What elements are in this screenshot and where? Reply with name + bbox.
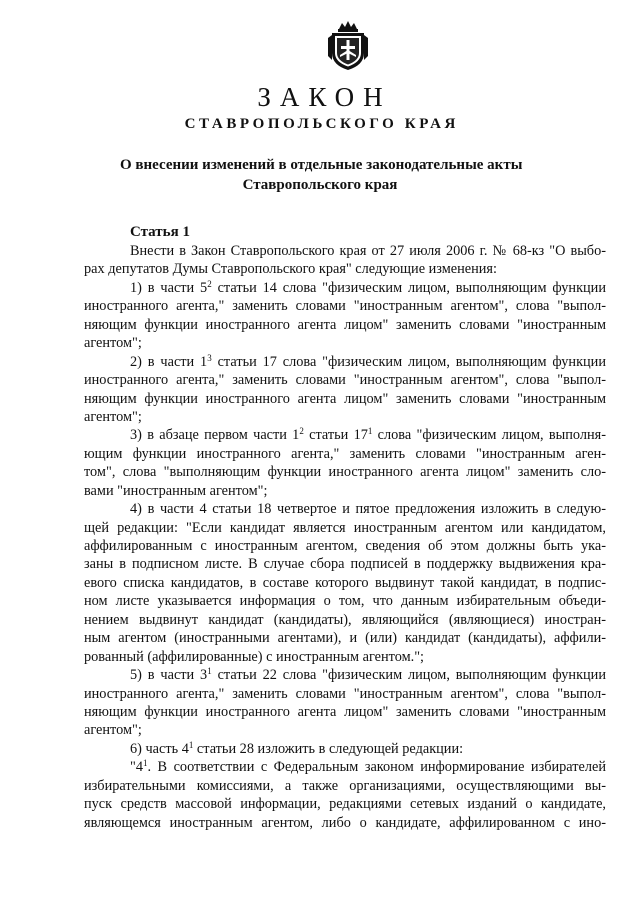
superscript: 1	[143, 758, 148, 769]
article-line: нением выдвинут кандидат (кандидаты), являющийся (являющиеся) иностран-	[84, 611, 606, 628]
line-text: 5) в части 3	[130, 667, 208, 684]
article-line: рах депутатов Думы Ставропольского края" следующие изменения:	[84, 261, 497, 278]
article-line	[84, 353, 606, 371]
article-line: агентом";	[84, 335, 142, 352]
article-line: ющим функции иностранного агента," заменить словами "иностранным аген-	[84, 445, 606, 462]
article-body	[84, 242, 606, 832]
line-text: статьи 14 слова "физическим лицом, выполняющим функции	[211, 279, 606, 296]
article-line: ным агентом (иностранными агентами), и (или) кандидат (кандидаты), аффили-	[84, 630, 606, 647]
article-line	[84, 740, 606, 758]
line-text: 1) в части 5	[130, 279, 208, 296]
line-text: 3) в абзаце первом части 1	[130, 427, 300, 444]
line-text: статьи 22 слова "физическим лицом, выполняющим функции	[211, 667, 606, 684]
law-heading: ЗАКОН	[257, 82, 392, 112]
article-line: иностранного агента," заменить словами "иностранным агентом", слова "выпол-	[84, 372, 606, 389]
line-text: статьи 28 изложить в следующей редакции:	[193, 740, 464, 757]
article-line	[84, 426, 606, 444]
article-line	[84, 758, 606, 776]
superscript: 3	[207, 352, 212, 363]
superscript: 2	[207, 278, 212, 289]
article-line: иностранного агента," заменить словами "иностранным агентом", слова "выпол-	[84, 685, 606, 702]
article-line: избирательными комиссиями, а также организациями, осуществляющими вы-	[84, 777, 606, 794]
article-line: агентом";	[84, 722, 142, 739]
article-line: Внести в Закон Ставропольского края от 27 июля 2006 г. № 68-кз "О выбо-	[130, 243, 606, 259]
title-line: Ставропольского края	[242, 177, 398, 193]
article-line: евого списка кандидатов, в составе которого выдвинут такой кандидат, в подпис-	[84, 574, 606, 591]
line-text: "4	[130, 759, 143, 776]
superscript: 2	[299, 426, 304, 437]
line-text: статьи 17 слова "физическим лицом, выполняющим функции	[211, 353, 606, 370]
article-line: заны в подписном листе. В случае сбора подписей в поддержку выдвижения кра-	[84, 556, 606, 573]
coat-of-arms-icon	[326, 20, 370, 72]
article-line: пуск средств массовой информации, редакциями сетевых изданий о кандидате,	[84, 796, 606, 813]
article-line: являющемся иностранным агентом, либо о кандидате, аффилированном с ино-	[84, 814, 606, 831]
article-line: няющим функции иностранного агента лицом" заменить словами "иностранным	[84, 703, 606, 720]
article-line: аффилированным с иностранным агентом, сведения об этом должны быть ука-	[84, 538, 606, 554]
article-line: няющим функции иностранного агента лицом" заменить словами "иностранным	[84, 316, 606, 333]
title-line: О внесении изменений в отдельные законодательные акты	[120, 157, 523, 173]
article-line: ном листе указывается информация о том, что данным избирательным объеди-	[84, 593, 606, 610]
article-heading: Статья 1	[130, 224, 190, 240]
article-line	[84, 666, 606, 684]
document-title	[120, 155, 523, 195]
article-line: няющим функции иностранного агента лицом" заменить словами "иностранным	[84, 390, 606, 407]
article-line: том", слова "выполняющим функции иностранного агента лицом" заменить сло-	[84, 464, 606, 481]
superscript: 1	[367, 426, 373, 437]
article-line: агентом";	[84, 408, 142, 425]
article-line	[84, 279, 606, 297]
line-text: статьи 17	[303, 427, 368, 444]
region-heading: СТАВРОПОЛЬСКОГО КРАЯ	[184, 116, 459, 132]
line-text: 2) в части 1	[130, 353, 208, 370]
superscript: 1	[188, 739, 194, 750]
superscript: 1	[207, 666, 212, 677]
article-line: иностранного агента," заменить словами "иностранным агентом", слова "выпол-	[84, 298, 606, 315]
line-text: слова "физическим лицом, выполня-	[372, 427, 606, 444]
article-line: щей редакции: "Если кандидат является иностранным агентом или кандидатом,	[84, 519, 606, 536]
line-text: 6) часть 4	[130, 740, 189, 757]
article-line: рованный (аффилированные) с иностранным агентом.";	[84, 648, 425, 665]
article-line: вами "иностранным агентом";	[84, 482, 268, 499]
article-line: 4) в части 4 статьи 18 четвертое и пятое предложения изложить в следую-	[130, 501, 606, 518]
line-text: . В соответствии с Федеральным законом информирование избирателей	[147, 759, 606, 776]
